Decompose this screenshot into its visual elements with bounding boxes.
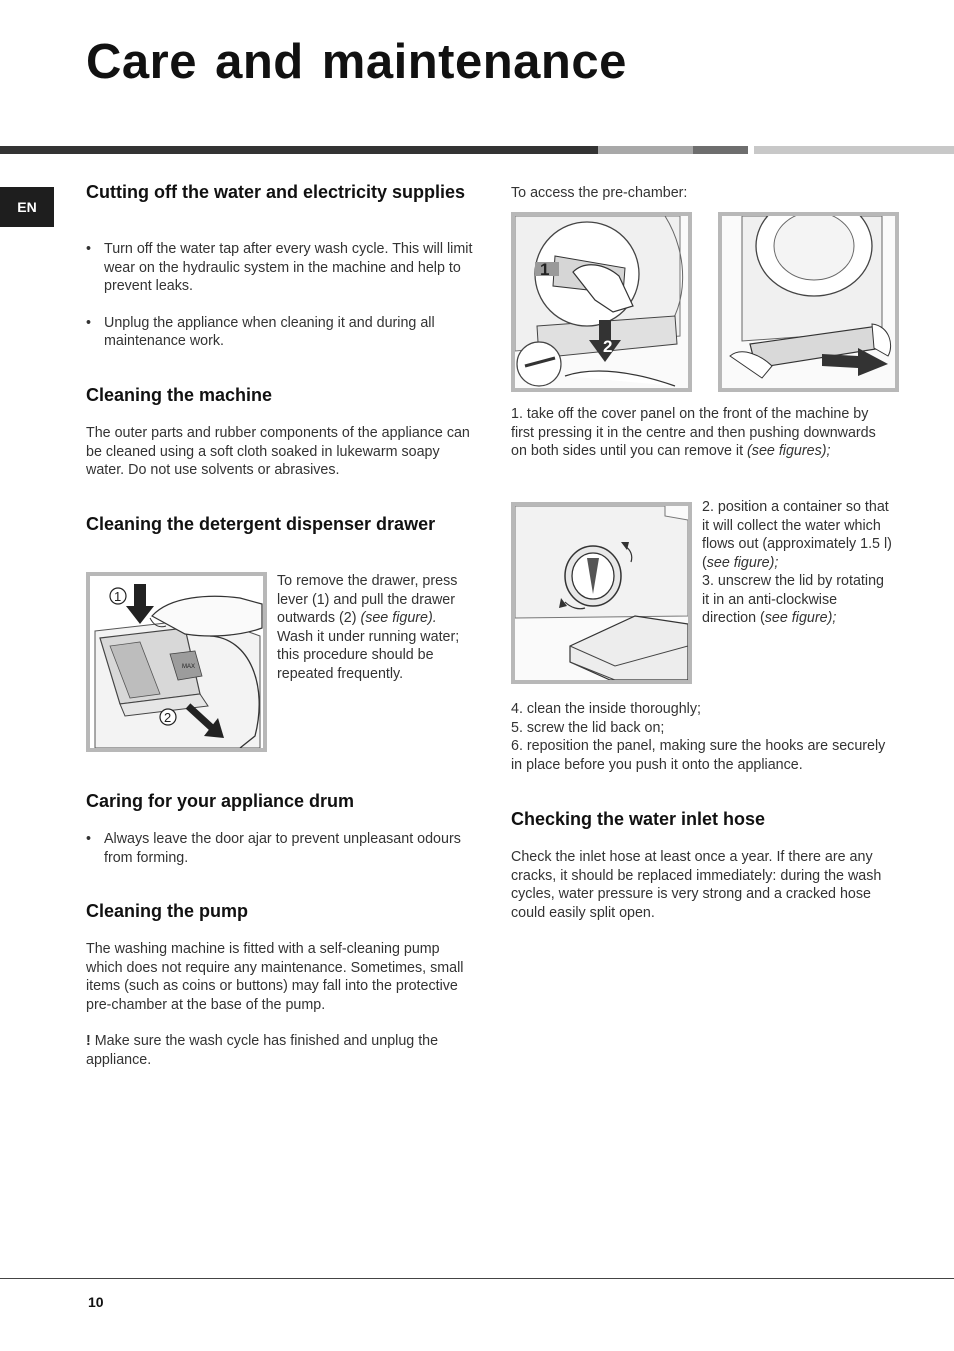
page-title: Care and maintenance (86, 35, 627, 89)
panel-press-illustration (515, 216, 688, 388)
heading-inlet-hose: Checking the water inlet hose (511, 809, 766, 829)
dispenser-drawer-text: To remove the drawer, press lever (1) and pull the drawer outwards (2) (see figure). Wash it under running water; this procedure should be repeated frequently. (277, 573, 460, 682)
steps-2-3-text (702, 498, 892, 628)
bullet-list-drum (86, 830, 476, 867)
step-1-text: 1. take off the cover panel on the front of the machine by first pressing it in the centre and then pushing downwards on both sides until you can remove it (see figures); (511, 406, 876, 459)
inlet-hose-text: Check the inlet hose at least once a year. If there are any cracks, it should be replaced immediately: during the wash cycles, water pressure is very strong and a cracked hose could easily split open. (511, 849, 882, 921)
list-item: • Turn off the water tap after every wash cycle. This will limit wear on the hydraulic system in the machine and help to prevent leaks. (86, 240, 476, 296)
heading-appliance-drum: Caring for your appliance drum (86, 791, 355, 811)
step-3-text: 3. unscrew the lid by rotating it in an anti-clockwise direction (see figure); (702, 573, 884, 626)
panel-removal-figure-1 (511, 212, 692, 392)
step-number-1: 1 (540, 260, 550, 279)
heading-dispenser-drawer: Cleaning the detergent dispenser drawer (86, 514, 436, 534)
step-number-2: 2 (603, 337, 613, 356)
list-item: • Unplug the appliance when cleaning it and during all maintenance work. (86, 314, 476, 351)
header-bar-mid (693, 146, 748, 154)
page-number: 10 (88, 1294, 104, 1310)
drawer-figure (86, 572, 267, 752)
step-5-text: 5. screw the lid back on; (511, 719, 665, 736)
header-bar-pale (754, 146, 954, 154)
language-tab: EN (0, 187, 54, 227)
pre-chamber-intro: To access the pre-chamber: (511, 185, 688, 201)
pump-lid-figure (511, 502, 692, 684)
cleaning-machine-text: The outer parts and rubber components of the appliance can be cleaned using a soft cloth soaked in lukewarm soapy water. Do not use solvents or abrasives. (86, 425, 470, 478)
cleaning-pump-text: The washing machine is fitted with a self-cleaning pump which does not require any maintenance. Sometimes, small items (such as coins or buttons) may fall into the protective pre-chamber at the base of the pump. (86, 941, 464, 1013)
heading-cleaning-machine: Cleaning the machine (86, 385, 273, 405)
drawer-max-label: MAX (182, 664, 196, 670)
drawer-illustration (90, 576, 263, 748)
step-6-text: 6. reposition the panel, making sure the hooks are securely in place before you push it onto the appliance. (511, 738, 886, 773)
header-bar-dark (0, 146, 598, 154)
heading-cutting-supplies: Cutting off the water and electricity supplies (86, 182, 466, 202)
svg-text:2: 2 (164, 710, 172, 725)
svg-text:1: 1 (114, 589, 122, 604)
steps-4-6-text (511, 700, 896, 774)
pump-warning-text: ! Make sure the wash cycle has finished and unplug the appliance. (86, 1033, 439, 1068)
warning-mark: ! (86, 1033, 91, 1049)
footer-divider (0, 1278, 954, 1279)
header-bar-light (598, 146, 693, 154)
step-4-text: 4. clean the inside thoroughly; (511, 701, 701, 717)
list-item: • Always leave the door ajar to prevent unpleasant odours from forming. (86, 830, 476, 867)
panel-pull-illustration (722, 216, 895, 388)
heading-cleaning-pump: Cleaning the pump (86, 901, 248, 921)
step-2-text: 2. position a container so that it will collect the water which flows out (approximately 1.5 l) (see figure); (702, 499, 892, 571)
bullet-list-supplies (86, 240, 476, 351)
pump-lid-illustration (515, 506, 688, 680)
panel-removal-figure-2 (718, 212, 899, 392)
